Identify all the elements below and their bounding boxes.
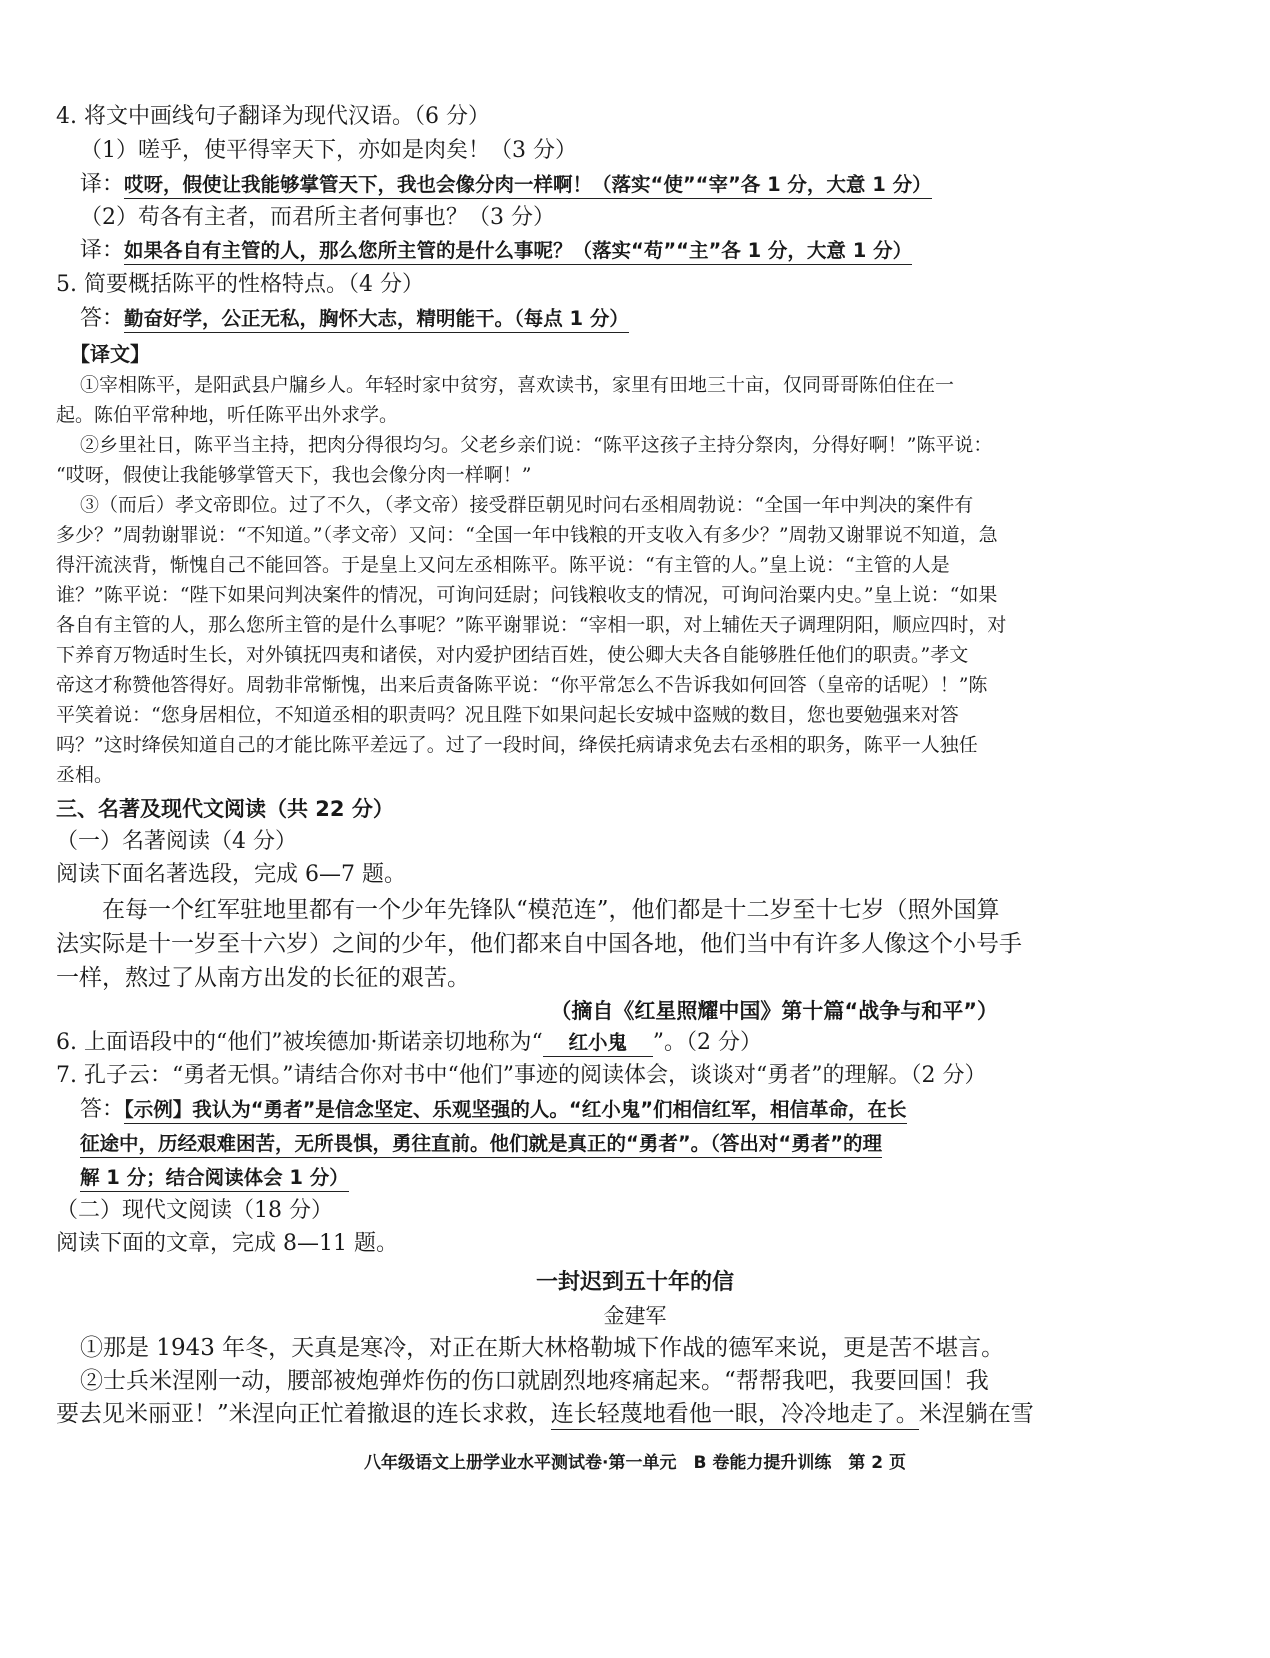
translation-line: “哎呀，假使让我能够掌管天下，我也会像分肉一样啊！”	[56, 464, 532, 486]
answer-prefix: 答：	[80, 306, 125, 331]
paragraph-text: 米涅躺在雪	[918, 1401, 1034, 1427]
answer-text: 解 1 分；结合阅读体会 1 分）	[80, 1166, 349, 1192]
translation-line: ①宰相陈平，是阳武县户牖乡人。年轻时家中贫穷，喜欢读书，家里有田地三十亩，仅同哥哥陈伯住在一	[80, 374, 955, 396]
article-paragraph: ②士兵米涅刚一动，腰部被炮弹炸伤的伤口就剧烈地疼痛起来。“帮帮我吧，我要回国！我	[80, 1368, 989, 1394]
q4-answer-2	[80, 238, 912, 264]
answer-text: 哎呀，假使让我能够掌管天下，我也会像分肉一样啊！（落实“使”“宰”各 1 分，大意 1 分）	[124, 173, 932, 199]
underlined-sentence: 连长轻蔑地看他一眼，冷冷地走了。	[551, 1401, 919, 1430]
part1-intro: 阅读下面名著选段，完成 6—7 题。	[56, 862, 406, 887]
translation-line: 谁？”陈平说：“陛下如果问判决案件的情况，可询问廷尉；问钱粮收支的情况，可询问治粟内史。”皇上说：“如果	[56, 584, 998, 606]
part2-title: （二）现代文阅读（18 分）	[56, 1198, 333, 1223]
q6-score: ”。（2 分）	[652, 1030, 762, 1055]
translation-line: 帝这才称赞他答得好。周勃非常惭愧，出来后责备陈平说：“你平常怎么不告诉我如何回答（皇帝的话呢）！”陈	[56, 674, 988, 696]
excerpt-line: 一样，熬过了从南方出发的长征的艰苦。	[56, 965, 470, 991]
answer-prefix: 译：	[80, 172, 125, 197]
excerpt-source: （摘自《红星照耀中国》第十篇“战争与和平”）	[550, 999, 998, 1023]
translation-heading: 【译文】	[70, 342, 150, 366]
translation-line: 下养育万物适时生长，对外镇抚四夷和诸侯，对内爱护团结百姓，使公卿大夫各自能够胜任他们的职责。”孝文	[56, 644, 969, 666]
section3-title: 三、名著及现代文阅读（共 22 分）	[56, 797, 394, 821]
answer-text: 勤奋好学，公正无私，胸怀大志，精明能干。（每点 1 分）	[124, 307, 629, 333]
answer-prefix: 答：	[80, 1097, 125, 1122]
q5-title: 5. 简要概括陈平的性格特点。（4 分）	[56, 272, 424, 297]
excerpt-line: 在每一个红军驻地里都有一个少年先锋队“模范连”，他们都是十二岁至十七岁（照外国算	[102, 897, 1000, 923]
q7-answer-line	[80, 1131, 882, 1157]
answer-text: 征途中，历经艰难困苦，无所畏惧，勇往直前。他们就是真正的“勇者”。（答出对“勇者”的理	[80, 1132, 882, 1158]
article-author: 金建军	[603, 1304, 667, 1328]
part2-intro: 阅读下面的文章，完成 8—11 题。	[56, 1231, 398, 1256]
q6	[56, 1030, 762, 1057]
paragraph-text: 要去见米丽亚！”米涅向正忙着撤退的连长求救，	[56, 1401, 551, 1427]
translation-line: 平笑着说：“您身居相位，不知道丞相的职责吗？况且陛下如果问起长安城中盗贼的数目，您也要勉强来对答	[56, 704, 959, 726]
excerpt-line: 法实际是十一岁至十六岁）之间的少年，他们都来自中国各地，他们当中有许多人像这个小号手	[56, 931, 1022, 957]
translation-line: ③（而后）孝文帝即位。过了不久，（孝文帝）接受群臣朝见时问右丞相周勃说：“全国一年中判决的案件有	[80, 494, 974, 516]
translation-line: ②乡里社日，陈平当主持，把肉分得很均匀。父老乡亲们说：“陈平这孩子主持分祭肉，分得好啊！”陈平说：	[80, 434, 993, 456]
translation-line: 吗？”这时绛侯知道自己的才能比陈平差远了。过了一段时间，绛侯托病请求免去右丞相的职务，陈平一人独任	[56, 734, 978, 756]
article-paragraph	[56, 1401, 1034, 1427]
translation-line: 多少？”周勃谢罪说：“不知道。”（孝文帝）又问：“全国一年中钱粮的开支收入有多少？”周勃又谢罪说不知道，急	[56, 524, 998, 546]
translation-line: 得汗流浃背，惭愧自己不能回答。于是皇上又问左丞相陈平。陈平说：“有主管的人。”皇上说：“主管的人是	[56, 554, 950, 576]
q7: 7. 孔子云：“勇者无惧。”请结合你对书中“他们”事迹的阅读体会，谈谈对“勇者”的理解。（2 分）	[56, 1063, 987, 1088]
page-footer: 八年级语文上册学业水平测试卷·第一单元 B 卷能力提升训练 第 2 页	[364, 1453, 906, 1473]
part1-title: （一）名著阅读（4 分）	[56, 829, 297, 854]
q6-answer-blank: 红小鬼	[543, 1030, 653, 1057]
q4-answer-1	[80, 172, 932, 198]
q7-answer-line	[80, 1165, 349, 1191]
q6-prompt: 6. 上面语段中的“他们”被埃德加·斯诺亲切地称为“	[56, 1030, 543, 1055]
q5-answer	[80, 306, 629, 332]
q4-sentence-2: （2）苟各有主者，而君所主者何事也？（3 分）	[80, 205, 555, 230]
q4-sentence-1: （1）嗟乎，使平得宰天下，亦如是肉矣！（3 分）	[80, 138, 577, 163]
article-paragraph: ①那是 1943 年冬，天真是寒冷，对正在斯大林格勒城下作战的德军来说，更是苦不堪言。	[80, 1335, 1005, 1361]
article-title: 一封迟到五十年的信	[535, 1270, 734, 1295]
q7-answer-line	[80, 1097, 907, 1123]
translation-line: 起。陈伯平常种地，听任陈平出外求学。	[56, 404, 399, 426]
answer-text: 【示例】我认为“勇者”是信念坚定、乐观坚强的人。“红小鬼”们相信红军，相信革命，在长	[124, 1098, 907, 1124]
translation-line: 各自有主管的人，那么您所主管的是什么事呢？”陈平谢罪说：“宰相一职，对上辅佐天子调理阴阳，顺应四时，对	[56, 614, 1007, 636]
q4-title: 4. 将文中画线句子翻译为现代汉语。（6 分）	[56, 104, 490, 129]
answer-text: 如果各自有主管的人，那么您所主管的是什么事呢？（落实“苟”“主”各 1 分，大意 1 分）	[124, 239, 912, 265]
answer-prefix: 译：	[80, 238, 125, 263]
translation-line: 丞相。	[56, 764, 114, 786]
